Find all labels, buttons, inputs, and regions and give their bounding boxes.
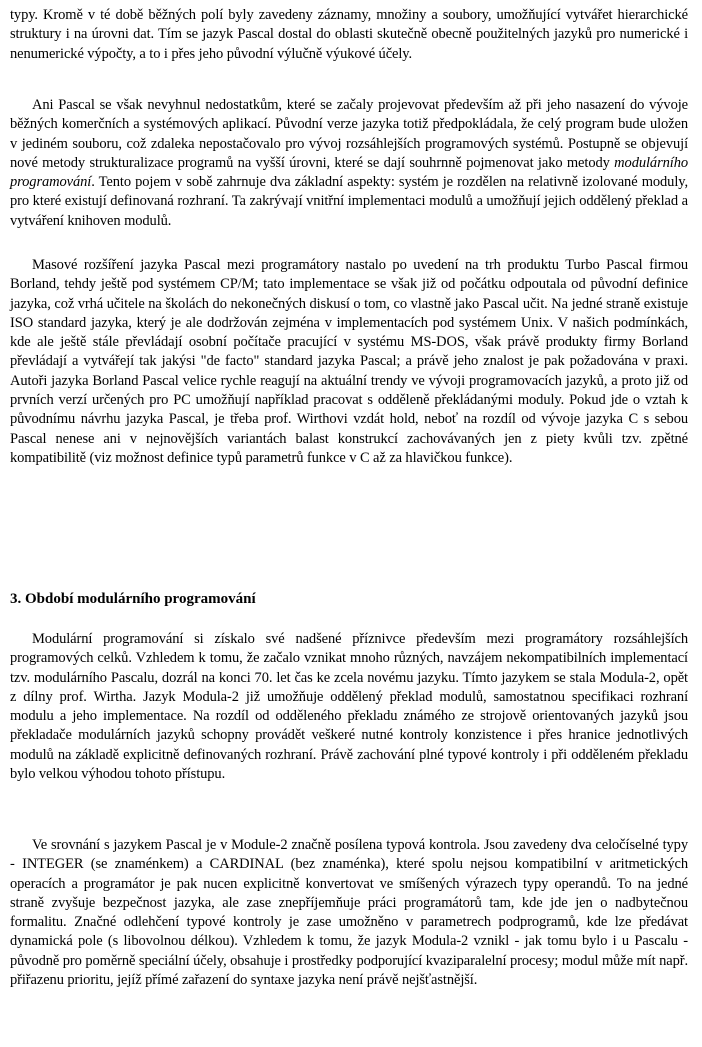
paragraph-pascal-shortcomings bbox=[10, 96, 688, 231]
modular-programming-emphasis: modulárního programování bbox=[10, 154, 688, 191]
section-heading-modular-era: 3. Období modulárního programování bbox=[10, 591, 256, 607]
paragraph-turbo-pascal: Masové rozšíření jazyka Pascal mezi programátory nastalo po uvedení na trh produktu Turbo Pascal firmou Borland, tehdy ještě pod systémem CP/M; tato implementace se však již od počátku odpoutala od původní definice jazyka, což vrhá učitele na školách do nekonečných diskusí o tom, co vlastně jako Pascal učit. Na jedné straně existuje ISO standard jazyka, který je ale dodržován zejména v implementacích pod systémem Unix. V našich podmínkách, kde ale ještě stále převládají osobní počítače pracující v systému MS-DOS, však právě produkty firmy Borland převládají a vytvářejí tak jakýsi "de facto" standard jazyka Pascal; a právě jeho znalost je pak požadována v praxi. Autoři jazyka Borland Pascal velice rychle reagují na aktuální trendy ve vývoji programovacích jazyků, a proto již od prvních verzí určených pro PC umožňují například pracovat s odděleně překládanými moduly. Pokud jde o vztah k původnímu návrhu jazyka Pascal, je třeba prof. Wirthovi vzdát hold, neboť na rozdíl od vývoje jazyka C s sebou Pascal nenese ani v nejnovějších variantách balast konstrukcí zachovávaných jen z piety kvůli tzv. zpětné kompatibilitě (viz možnost definice typů parametrů funkce v C až za hlavičkou funkce). bbox=[10, 257, 688, 466]
paragraph-pascal-shortcomings-text: Ani Pascal se však nevyhnul nedostatkům, které se začaly projevovat především až při jeho nasazení do vývoje běžných komerčních a systémových aplikací. Původní verze jazyka totiž předpokládala, že celý program bude uložen v jediném souboru, což zdaleka nepostačovalo pro vývoj rozsáhlejších programových systémů. Postupně se objevují nové metody strukturalizace programů na vyšší úrovni, které se dají souhrnně pojmenovat jako metody bbox=[10, 97, 688, 171]
paragraph-intro-continuation: typy. Kromě v té době běžných polí byly zavedeny záznamy, množiny a soubory, umožňující vytvářet hierarchické struktury i na úrovni dat. Tím se jazyk Pascal dostal do oblasti skutečně obecně použitelných jazyků pro numerické i nenumerické výpočty, a to i přes jeho původní výlučně výukové účely. bbox=[10, 7, 688, 62]
paragraph-modula2-intro: Modulární programování si získalo své nadšené příznivce především mezi programátory rozsáhlejších programových celků. Vzhledem k tomu, že začalo vznikat mnoho různých, navzájem nekompatibilních implementací tzv. modulárního Pascalu, dozrál na konci 70. let čas ke zcela novému jazyku. Tímto jazykem se stala Modula-2, opět z dílny prof. Wirtha. Jazyk Modula-2 již umožňuje oddělený překlad modulů, samostatnou specifikaci rozhraní modulu a jeho implementace. Na rozdíl od odděleného překladu známého ze strojově orientovaných jazyků jsou překladače modulárních jazyků schopny provádět veškeré nutné kontroly konzistence i přes hranice jednotlivých modulů na základě explicitně definovaných rozhraní. Právě zachování plné typové kontroly i při odděleném překladu bylo velkou výhodou tohoto přístupu. bbox=[10, 631, 688, 783]
paragraph-modula2-typing: Ve srovnání s jazykem Pascal je v Module-2 značně posílena typová kontrola. Jsou zavedeny dva celočíselné typy - INTEGER (se znaménkem) a CARDINAL (bez znaménka), které spolu nejsou kompatibilní v aritmetických operacích a programátor je pak nucen explicitně konvertovat ve smíšených výrazech typy operandů. To na jedné straně zvyšuje bezpečnost jazyka, ale zase znepříjemňuje práci programátorů tam, kde jde jen o nadbytečnou formalitu. Značné odlehčení typové kontroly je zase umožněno v parametrech podprogramů, kde lze předávat dynamická pole (s libovolnou délkou). Vzhledem k tomu, že jazyk Modula-2 vznikl - jak tomu bylo i u Pascalu - původně pro poměrně speciální účely, obsahuje i prostředky podporující kvaziparalelní procesy; modul může mít např. přiřazenu prioritu, jejíž přímé zařazení do syntaxe jazyka není právě nejšťastnější. bbox=[10, 837, 688, 989]
paragraph-pascal-shortcomings-tail: . Tento pojem v sobě zahrnuje dva základní aspekty: systém je rozdělen na relativně izolované moduly, pro které existují definovaná rozhraní. Ta zakrývají vnitřní implementaci modulů a umožňují jejich oddělený překlad a vytváření knihoven modulů. bbox=[10, 174, 688, 229]
